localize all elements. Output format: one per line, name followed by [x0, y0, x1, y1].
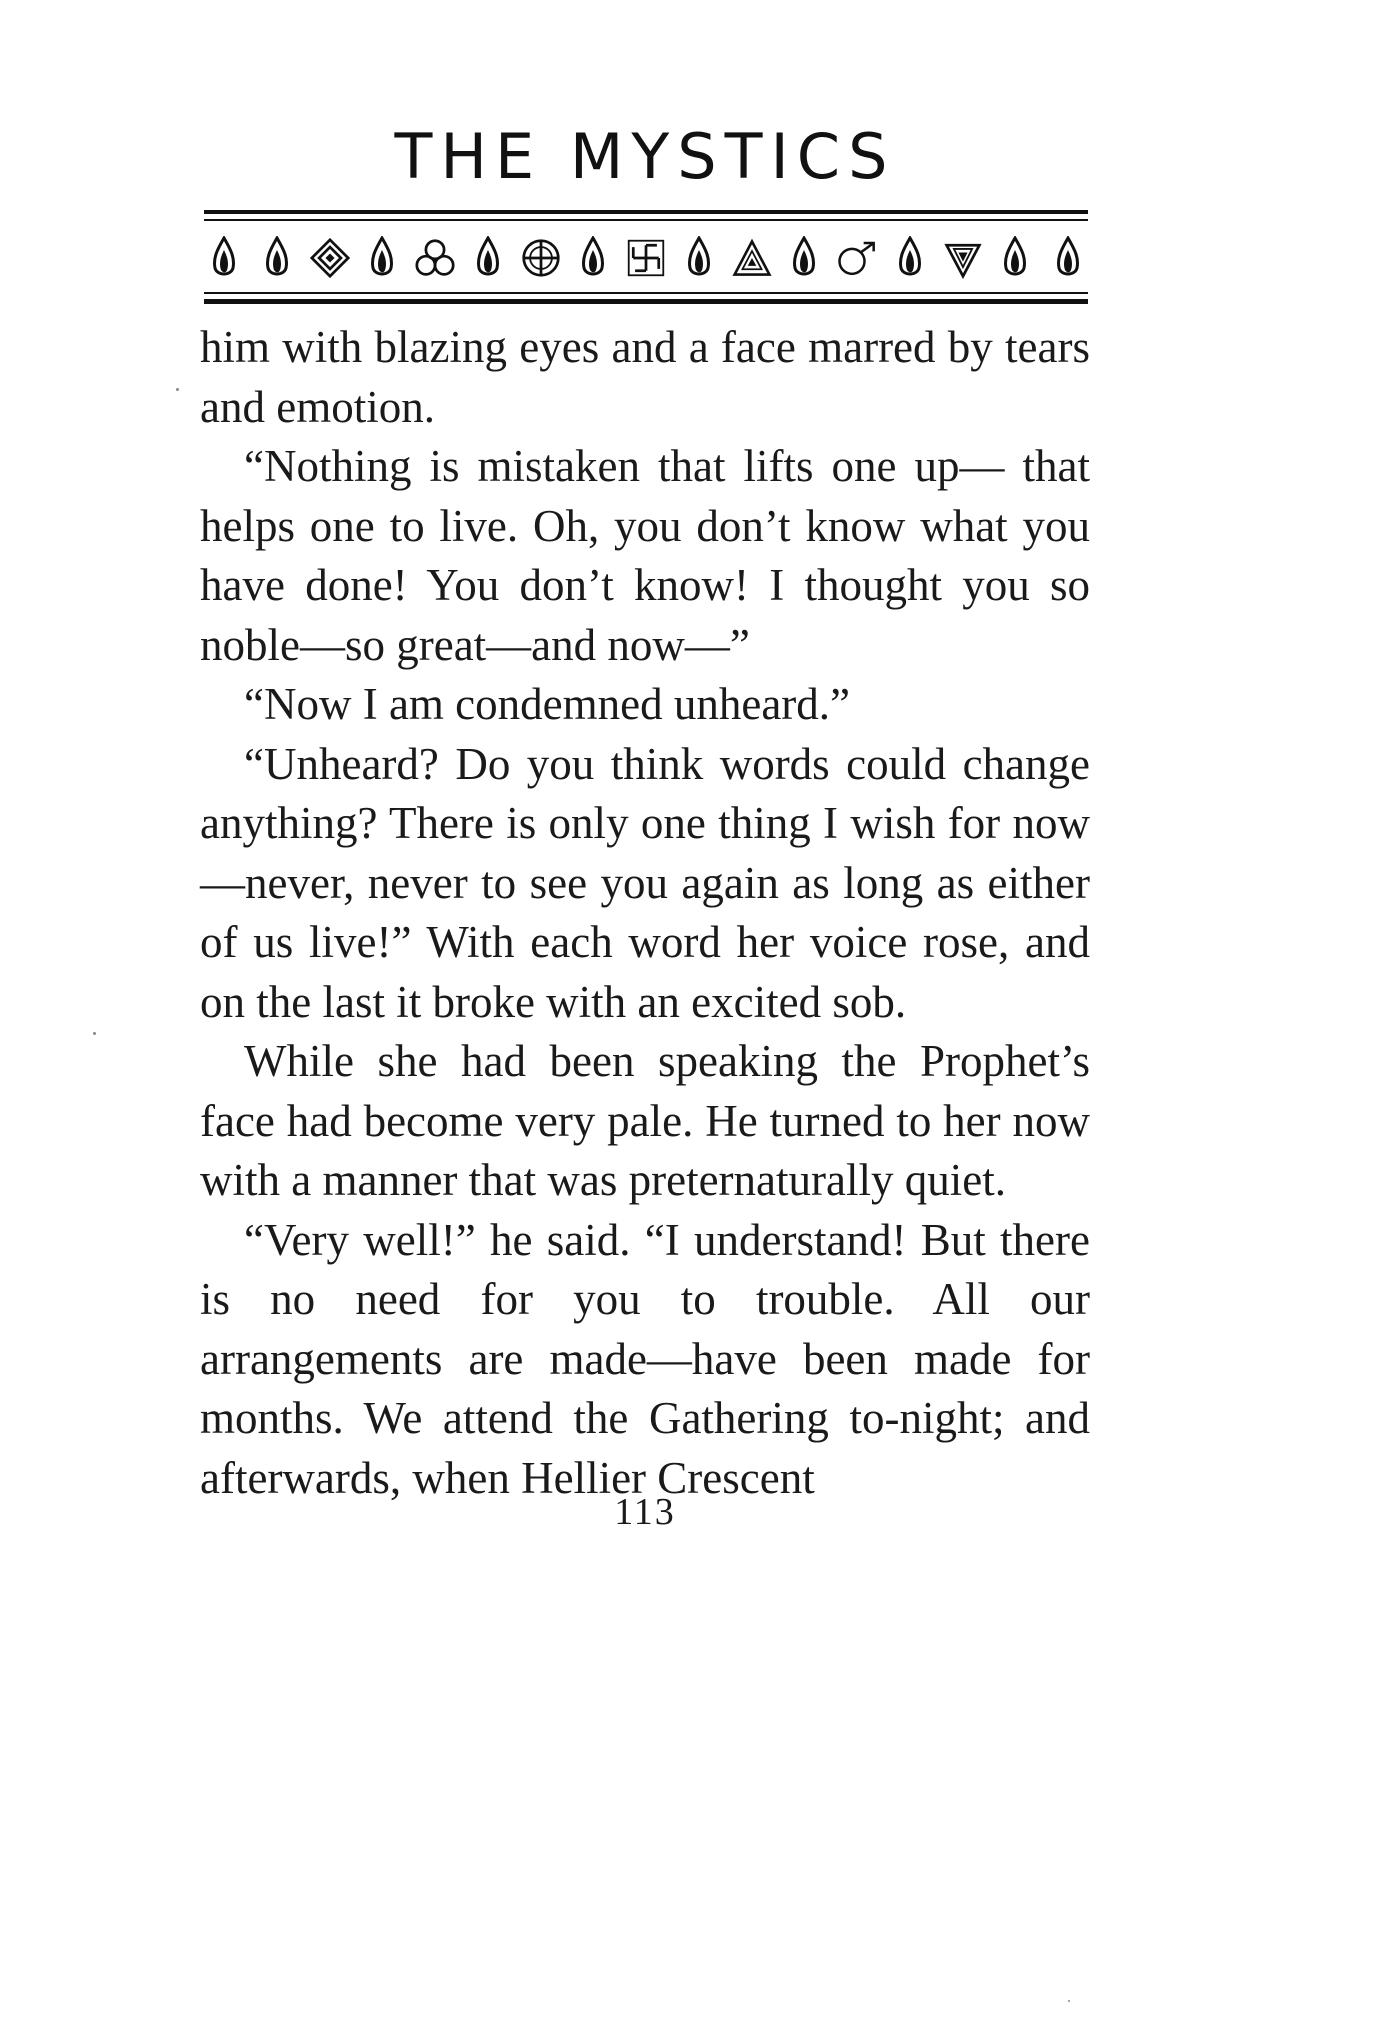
header-rule-top-thick [204, 210, 1088, 214]
flame-icon [784, 230, 824, 286]
running-title: THE MYSTICS [394, 120, 896, 193]
paragraph: him with blazing eyes and a face marred by tears and emotion. [200, 322, 1090, 432]
header-rule-top-thin [204, 219, 1088, 221]
body-text [200, 318, 1090, 1508]
paragraph: While she had been speaking the Prophet’s face had become very pale. He turned to her now with a manner that was preternaturally quiet. [200, 1036, 1090, 1205]
flame-icon [1048, 230, 1088, 286]
flame-icon [468, 230, 508, 286]
diamond-icon [310, 230, 350, 286]
swastika-icon [626, 230, 666, 286]
header-rule-bottom-thin [204, 292, 1088, 294]
paragraph: “Very well!” he said. “I understand! But there is no need for you to trouble. All our arrangements are made—have been made for months. We attend the Gathering to-night; and afterwards, when Hellier Crescent [200, 1214, 1090, 1503]
flame-icon [679, 230, 719, 286]
paragraph: “Now I am condemned unheard.” [244, 679, 851, 729]
mars-icon [837, 230, 877, 286]
knot-icon [415, 230, 455, 286]
paragraph: “Unheard? Do you think words could change anything? There is only one thing I wish for now—never, never to see you again as long as either of us live!” With each word her voice rose, and on the last it broke with an excited sob. [200, 738, 1090, 1027]
flame-icon [573, 230, 613, 286]
flame-icon [204, 230, 244, 286]
page-number: 113 [614, 1491, 676, 1533]
paper-speck [1068, 2000, 1070, 2002]
flame-icon [257, 230, 297, 286]
ornament-band [204, 228, 1088, 288]
cross-circle-icon [521, 230, 561, 286]
flame-icon [995, 230, 1035, 286]
paper-speck [93, 1032, 96, 1035]
heart-diamond-icon [943, 230, 983, 286]
paragraph: “Nothing is mistaken that lifts one up— that helps one to live. Oh, you don’t know what you have done! You don’t know! I thought you so noble—so great—and now—” [200, 441, 1090, 670]
flame-icon [890, 230, 930, 286]
flame-icon [362, 230, 402, 286]
header-rule-bottom-thick [204, 299, 1088, 304]
triangle-icon [732, 230, 772, 286]
paper-speck [176, 388, 179, 391]
